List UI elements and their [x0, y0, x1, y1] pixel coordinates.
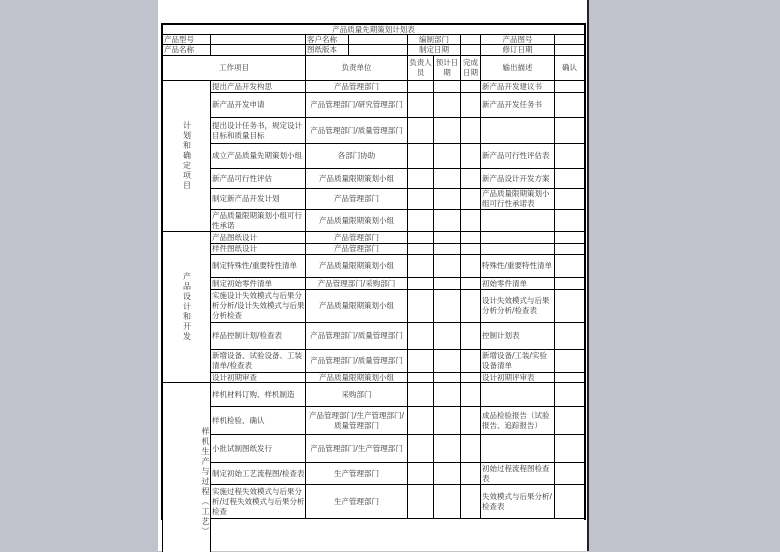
planned-date-field[interactable] [433, 188, 461, 210]
responsible-unit-cell [305, 462, 408, 485]
header-output-text: 输出描述 [502, 63, 533, 72]
planned-date-field[interactable] [433, 322, 461, 350]
responsible-person-field[interactable] [407, 462, 434, 485]
output-cell [480, 322, 555, 350]
confirm-field[interactable] [554, 349, 585, 373]
section-label-3-text: 样机生产与过程（工艺） [201, 426, 210, 537]
responsible-person-field[interactable] [407, 143, 434, 169]
work-item-cell-text: 实施设计失效模式与后果分析分析/设计失效模式与后果分析检查 [212, 291, 305, 320]
completed-date-field[interactable] [460, 143, 481, 169]
responsible-unit-cell [305, 434, 408, 463]
confirm-field[interactable] [554, 117, 585, 144]
confirm-field[interactable] [554, 382, 585, 407]
responsible-unit-cell-text: 产品质量限期策划小组 [319, 215, 394, 225]
completed-date-field[interactable] [460, 289, 481, 323]
work-item-cell [210, 349, 306, 373]
planned-date-field[interactable] [433, 143, 461, 169]
customer-name-label-text: 客户名称 [307, 34, 337, 44]
work-item-cell [210, 484, 306, 519]
output-cell [480, 143, 555, 169]
header-responsible-unit-text: 负责单位 [341, 63, 372, 72]
responsible-person-field[interactable] [407, 168, 434, 189]
output-cell [480, 209, 555, 232]
responsible-unit-cell-text: 产品质量限期策划小组 [319, 372, 394, 382]
responsible-person-field[interactable] [407, 434, 434, 463]
work-item-cell [210, 188, 306, 210]
made-date-label-text: 制定日期 [419, 45, 449, 54]
header-responsible-person [407, 55, 434, 81]
responsible-unit-cell [305, 382, 408, 407]
responsible-unit-cell-text: 产品管理部门/质量管理部门 [310, 356, 403, 365]
responsible-unit-cell-text: 产品管理部门/生产管理部门/质量管理部门 [308, 410, 405, 430]
output-cell-text: 初始过程流程图检查表 [482, 463, 550, 483]
planned-date-field[interactable] [433, 434, 461, 463]
output-cell [480, 406, 555, 435]
output-cell [480, 92, 555, 118]
responsible-unit-cell [305, 188, 408, 210]
planned-date-field[interactable] [433, 209, 461, 232]
responsible-person-field[interactable] [407, 349, 434, 373]
output-cell [480, 188, 555, 210]
responsible-unit-cell [305, 92, 408, 118]
responsible-unit-cell [305, 289, 408, 323]
drawing-version-label-text: 图纸版本 [307, 45, 337, 54]
dept-label-text: 编制部门 [419, 34, 449, 44]
header-output [480, 55, 555, 81]
page-edge-divider [587, 0, 589, 551]
work-item-cell [210, 92, 306, 118]
confirm-field[interactable] [554, 143, 585, 169]
output-cell [480, 434, 555, 463]
planned-date-field[interactable] [433, 254, 461, 278]
work-item-cell-text: 产品图纸设计 [212, 232, 257, 242]
responsible-unit-cell-text: 各部门协助 [337, 151, 376, 160]
work-item-cell [210, 117, 306, 144]
work-item-cell [210, 322, 306, 350]
confirm-field[interactable] [554, 289, 585, 323]
work-item-cell-text: 样件图纸设计 [212, 244, 257, 253]
completed-date-field[interactable] [460, 117, 481, 144]
work-item-cell-text: 实施过程失效模式与后果分析/过程失效模式与后果分析检查 [212, 486, 305, 516]
responsible-unit-cell [305, 254, 408, 278]
completed-date-field[interactable] [460, 92, 481, 118]
confirm-field[interactable] [554, 254, 585, 278]
section-label-1 [162, 80, 211, 232]
header-completed-date-text: 完成日期 [463, 58, 478, 77]
planned-date-field[interactable] [433, 117, 461, 144]
planned-date-field[interactable] [433, 462, 461, 485]
planned-date-field[interactable] [433, 168, 461, 189]
completed-date-field[interactable] [460, 254, 481, 278]
output-cell-text: 成品检验报告（试验报告、追踪报告） [482, 410, 550, 430]
header-planned-date [433, 55, 461, 81]
header-responsible-person-text: 负责人员 [409, 58, 432, 77]
output-cell [480, 168, 555, 189]
responsible-person-field[interactable] [407, 322, 434, 350]
section-label-2-text: 产品设计和开发 [182, 272, 192, 342]
responsible-person-field[interactable] [407, 188, 434, 210]
responsible-person-field[interactable] [407, 117, 434, 144]
output-cell-text: 产品质量限期策划小组可行性承诺表 [482, 189, 550, 208]
output-cell [480, 382, 555, 407]
work-item-cell-text: 小批试制图纸发行 [212, 443, 272, 453]
responsible-unit-cell [305, 143, 408, 169]
responsible-unit-cell-text: 产品管理部门 [334, 244, 379, 253]
output-cell-text: 初始零件清单 [482, 278, 527, 288]
drawing-no-label-text: 产品图号 [502, 34, 533, 44]
product-model-label-text: 产品型号 [164, 34, 194, 44]
work-item-cell [210, 382, 306, 407]
completed-date-field[interactable] [460, 188, 481, 210]
responsible-person-field[interactable] [407, 406, 434, 435]
output-cell-text: 设计初期评审表 [482, 372, 535, 382]
responsible-unit-cell [305, 484, 408, 519]
confirm-field[interactable] [554, 92, 585, 118]
responsible-person-field[interactable] [407, 289, 434, 323]
header-confirm [554, 55, 585, 81]
responsible-unit-cell-text: 生产管理部门 [334, 468, 379, 478]
responsible-person-field[interactable] [407, 92, 434, 118]
responsible-unit-cell-text: 产品管理部门/研究管理部门 [310, 100, 403, 109]
work-item-cell-text: 制定特殊性/重要特性清单 [212, 261, 298, 270]
completed-date-field[interactable] [460, 382, 481, 407]
confirm-field[interactable] [554, 209, 585, 232]
responsible-person-field[interactable] [407, 209, 434, 232]
output-cell-text: 新产品开发建议书 [482, 81, 542, 91]
product-name-label-text: 产品名称 [164, 45, 194, 54]
work-item-cell [210, 254, 306, 278]
completed-date-field[interactable] [460, 209, 481, 232]
completed-date-field[interactable] [460, 406, 481, 435]
work-item-cell-text: 新产品可行性评估 [212, 173, 272, 183]
planned-date-field[interactable] [433, 349, 461, 373]
planned-date-field[interactable] [433, 92, 461, 118]
responsible-person-field[interactable] [407, 254, 434, 278]
section-label-1-text: 计划和确定项目 [182, 121, 192, 191]
work-item-cell-text: 新产品开发申请 [212, 100, 265, 109]
responsible-unit-cell-text: 生产管理部门 [334, 496, 379, 506]
output-cell-text: 新增设备/工装/实验设备清单 [482, 351, 548, 370]
header-work-item-text: 工作项目 [219, 63, 249, 72]
confirm-field[interactable] [554, 434, 585, 463]
confirm-field[interactable] [554, 406, 585, 435]
planned-date-field[interactable] [433, 484, 461, 519]
planned-date-field[interactable] [433, 382, 461, 407]
work-item-cell-text: 产品质量限期策划小组可行性承诺 [212, 210, 302, 230]
work-item-cell-text: 样品控制计划/检查表 [212, 331, 283, 340]
work-item-cell-text: 制定初始零件清单 [212, 278, 272, 288]
header-responsible-unit [305, 55, 408, 81]
work-item-cell-text: 制定初始工艺流程图/检查表 [212, 468, 305, 478]
responsible-unit-cell [305, 349, 408, 373]
responsible-unit-cell-text: 产品质量限期策划小组 [319, 261, 394, 270]
work-item-cell-text: 样机材料订购、样机制造 [212, 389, 295, 399]
section-label-3 [162, 382, 211, 552]
responsible-unit-cell-text: 产品管理部门 [334, 232, 379, 242]
completed-date-field[interactable] [460, 462, 481, 485]
header-completed-date [460, 55, 481, 81]
responsible-unit-cell [305, 168, 408, 189]
responsible-unit-cell-text: 产品管理部门 [334, 81, 379, 91]
work-item-cell-text: 设计初期审查 [212, 372, 257, 382]
work-item-cell-text: 提出产品开发构思 [212, 81, 272, 91]
responsible-unit-cell [305, 406, 408, 435]
output-cell [480, 349, 555, 373]
work-item-cell-text: 新增设备、试验设备、工装清单/检查表 [212, 351, 302, 370]
responsible-unit-cell-text: 产品管理部门/质量管理部门 [310, 125, 403, 135]
table-title-text: 产品质量先期策划计划表 [332, 24, 415, 34]
output-cell [480, 289, 555, 323]
header-confirm-text: 确认 [562, 63, 577, 72]
revised-date-label-text: 修订日期 [502, 45, 533, 54]
work-item-cell [210, 168, 306, 189]
responsible-person-field[interactable] [407, 382, 434, 407]
responsible-person-field[interactable] [407, 484, 434, 519]
responsible-unit-cell [305, 322, 408, 350]
work-item-cell [210, 462, 306, 485]
confirm-field[interactable] [554, 484, 585, 519]
planned-date-field[interactable] [433, 289, 461, 323]
confirm-field[interactable] [554, 322, 585, 350]
completed-date-field[interactable] [460, 168, 481, 189]
work-item-cell [210, 209, 306, 232]
confirm-field[interactable] [554, 462, 585, 485]
output-cell [480, 484, 555, 519]
planned-date-field[interactable] [433, 406, 461, 435]
work-item-cell [210, 434, 306, 463]
responsible-unit-cell-text: 产品质量限期策划小组 [319, 301, 394, 310]
responsible-unit-cell-text: 产品管理部门/质量管理部门 [310, 331, 403, 340]
output-cell-text: 新产品设计开发方案 [482, 173, 550, 183]
responsible-unit-cell [305, 117, 408, 144]
work-item-cell-text: 提出设计任务书，规定设计目标和质量目标 [212, 120, 302, 140]
output-cell [480, 117, 555, 144]
output-cell-text: 失效模式与后果分析/检查表 [482, 491, 553, 511]
header-planned-date-text: 预计日期 [435, 58, 459, 77]
responsible-unit-cell [305, 209, 408, 232]
output-cell-text: 新产品可行性评估表 [482, 151, 550, 160]
responsible-unit-cell-text: 产品管理部门/生产管理部门 [310, 443, 403, 453]
responsible-unit-cell-text: 采购部门 [341, 389, 372, 399]
work-item-cell-text: 样机检验、确认 [212, 415, 265, 425]
work-item-cell-text: 成立产品质量先期策划小组 [212, 151, 302, 160]
output-cell-text: 特殊性/重要特性清单 [482, 261, 553, 270]
completed-date-field[interactable] [460, 484, 481, 519]
confirm-field[interactable] [554, 188, 585, 210]
output-cell [480, 254, 555, 278]
section-label-2 [162, 231, 211, 383]
completed-date-field[interactable] [460, 349, 481, 373]
responsible-unit-cell-text: 产品质量限期策划小组 [319, 173, 394, 183]
work-item-cell [210, 289, 306, 323]
output-cell-text: 控制计划表 [482, 331, 520, 340]
completed-date-field[interactable] [460, 322, 481, 350]
work-item-cell [210, 143, 306, 169]
output-cell [480, 462, 555, 485]
work-item-cell-text: 制定新产品开发计划 [212, 194, 280, 203]
responsible-unit-cell-text: 产品管理部门/采购部门 [317, 278, 396, 288]
header-work-item [162, 55, 306, 81]
output-cell-text: 新产品开发任务书 [482, 100, 542, 109]
work-item-cell [210, 406, 306, 435]
responsible-unit-cell-text: 产品管理部门 [334, 194, 379, 203]
confirm-field[interactable] [554, 168, 585, 189]
completed-date-field[interactable] [460, 434, 481, 463]
output-cell-text: 设计失效模式与后果分析分析/检查表 [482, 296, 550, 315]
